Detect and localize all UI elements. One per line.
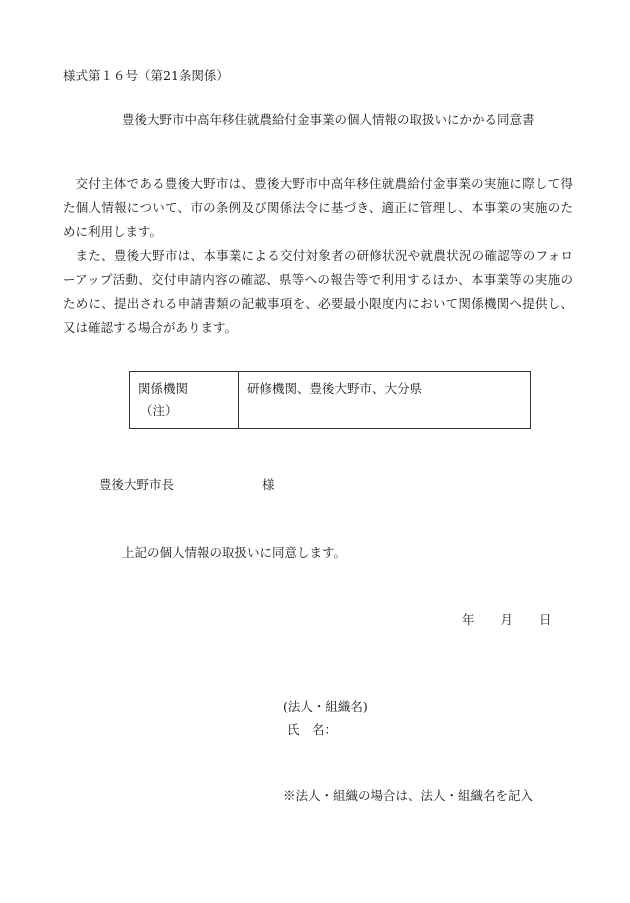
body-text bbox=[63, 172, 573, 340]
consent-statement: 上記の個人情報の取扱いに同意します。 bbox=[122, 545, 347, 560]
date-year-label: 年 bbox=[462, 612, 475, 627]
corporation-name-label: (法人・組織名) bbox=[283, 699, 368, 714]
honorific: 様 bbox=[262, 477, 275, 492]
table-value: 研修機関、豊後大野市、大分県 bbox=[247, 381, 423, 396]
table-label: 関係機関 bbox=[138, 381, 189, 396]
document-title: 豊後大野市中高年移住就農給付金事業の個人情報の取扱いにかかる同意書 bbox=[122, 112, 535, 127]
paragraph-1: 交付主体である豊後大野市は、豊後大野市中高年移住就農給付金事業の実施に際して得た個人情報について、市の条例及び関係法令に基づき、適正に管理し、本事業の実施のために利用します。 bbox=[63, 176, 573, 239]
footnote: ※法人・組織の場合は、法人・組織名を記入 bbox=[283, 788, 534, 803]
date-day-label: 日 bbox=[539, 612, 552, 627]
form-number: 様式第１６号（第21条関係） bbox=[63, 68, 229, 83]
date-month-label: 月 bbox=[500, 612, 514, 627]
table-note: （注） bbox=[140, 403, 178, 418]
date-line bbox=[462, 610, 552, 628]
name-label: 氏 名： bbox=[287, 722, 338, 737]
table-label-cell bbox=[130, 372, 239, 429]
addressee: 豊後大野市長 bbox=[99, 477, 175, 492]
table-value-cell bbox=[239, 372, 531, 429]
paragraph-2: また、豊後大野市は、本事業による交付対象者の研修状況や就農状況の確認等のフォローアップ活動、交付申請内容の確認、県等への報告等で利用するほか、本事業等の実施のために、提出される申請書類の記載事項を、必要最小限度内において関係機関へ提供し、又は確認する場合があります。 bbox=[63, 248, 573, 335]
related-organizations-table bbox=[129, 371, 531, 429]
